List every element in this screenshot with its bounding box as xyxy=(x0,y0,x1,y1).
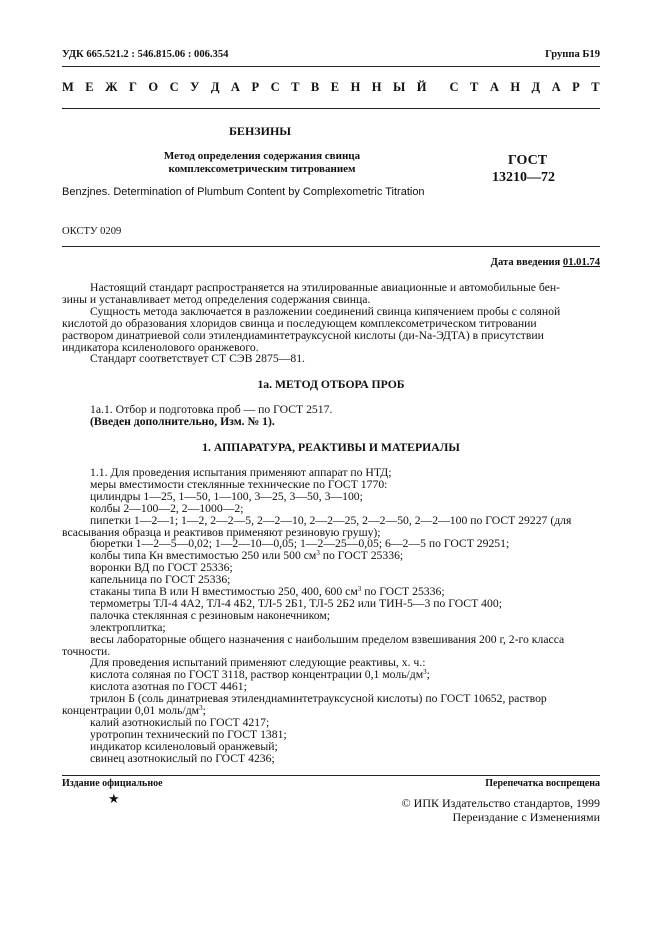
list-item: свинец азотнокислый по ГОСТ 4236; xyxy=(90,751,275,765)
list-item: воронки ВД по ГОСТ 25336; xyxy=(90,561,233,575)
section-1a-note: (Введен дополнительно, Изм. № 1). xyxy=(90,415,275,429)
banner-letter: Ы xyxy=(393,80,406,94)
banner-letter: Т xyxy=(291,80,300,94)
intro-p1-line1: Настоящий стандарт распространяется на этилированные авиационные и автомобильные бен- xyxy=(90,281,561,294)
document-body xyxy=(62,282,600,765)
list-item: индикатор ксиленоловый оранжевый; xyxy=(90,739,278,753)
gost-label: ГОСТ xyxy=(508,153,548,168)
banner-letter: А xyxy=(230,80,240,94)
group-code: Группа Б19 xyxy=(545,49,600,60)
banner-letter: Т xyxy=(591,80,600,94)
list-item-text: по ГОСТ 25336; xyxy=(319,549,404,563)
list-item: 1.1. Для проведения испытания применяют аппарат по НТД; xyxy=(90,465,392,479)
intro-p2-line4: индикатора ксиленолового оранжевого. xyxy=(62,340,259,354)
okstu-code: ОКСТУ 0209 xyxy=(62,226,122,237)
list-item-text: ; xyxy=(202,704,206,718)
banner-rule xyxy=(62,108,600,109)
list-item: палочка стеклянная с резиновым наконечником; xyxy=(90,608,330,622)
copyright: © ИПК Издательство стандартов, 1999 xyxy=(401,796,600,810)
intro-p2-line1: Сущность метода заключается в разложении соединений свинца кипячением пробы с соляной xyxy=(90,304,561,318)
doc-subtitle-line1: Метод определения содержания свинца xyxy=(163,150,361,162)
banner-letter: Р xyxy=(572,80,580,94)
banner-letter: Й xyxy=(416,80,427,94)
intro-date-value: 01.01.74 xyxy=(562,257,600,268)
list-item: бюретки 1—2—5—0,02; 1—2—10—0,05; 1—2—25—0,05; 6—2—5 по ГОСТ 29251; xyxy=(90,537,510,551)
udk-code: УДК 665.521.2 : 546.815.06 : 006.354 xyxy=(62,49,229,60)
banner-letter: Р xyxy=(251,80,260,94)
banner-letter: У xyxy=(190,80,200,94)
banner-letter: Г xyxy=(128,80,137,94)
banner-letter: С xyxy=(449,80,459,94)
list-item: меры вместимости стеклянные технические по ГОСТ 1770: xyxy=(90,477,388,491)
intro-date-label: Дата введения xyxy=(490,257,561,268)
banner-letter: Н xyxy=(510,80,521,94)
intro-p2-line2: кислотой до образования хлоридов свинца и последующем комплексометрическом титровании xyxy=(62,316,537,330)
banner-letter: Т xyxy=(469,80,479,94)
english-title: Benzjnes. Determination of Plumbum Content by Complexometric Titration xyxy=(62,186,425,198)
list-item: всасывания образца и реактивов применяют резиновую грушу); xyxy=(62,525,381,539)
standard-banner xyxy=(62,80,600,95)
section-1a-heading: 1а. МЕТОД ОТБОРА ПРОБ xyxy=(257,378,405,392)
gost-number: 13210—72 xyxy=(492,170,555,185)
list-item: уротропин технический по ГОСТ 1381; xyxy=(90,727,287,741)
list-item: термометры ТЛ-4 4А2, ТЛ-4 4Б2, ТЛ-5 2Б1, ТЛ-5 2Б2 или ТИН-5—3 по ГОСТ 400; xyxy=(90,596,502,610)
banner-letter: С xyxy=(169,80,179,94)
list-item: точности. xyxy=(62,644,111,658)
list-item: кислота азотная по ГОСТ 4461; xyxy=(90,680,247,694)
list-item: цилиндры 1—25, 1—50, 1—100, 3—25, 3—50, 3—100; xyxy=(90,489,363,503)
banner-letter: В xyxy=(310,80,320,94)
intro-date xyxy=(491,257,600,268)
list-item: колбы 2—100—2, 2—1000—2; xyxy=(90,501,244,515)
banner-letter: Д xyxy=(531,80,541,94)
list-item: капельница по ГОСТ 25336; xyxy=(90,573,231,587)
doc-title: БЕНЗИНЫ xyxy=(229,124,292,138)
list-item: трилон Б (соль динатриевая этилендиаминтетрауксусной кислоты) по ГОСТ 10652, раствор xyxy=(90,692,547,706)
banner-letter: С xyxy=(270,80,280,94)
banner-letter: А xyxy=(551,80,561,94)
list-item: пипетки 1—2—1; 1—2, 2—2—5, 2—2—10, 2—2—25, 2—2—50, 2—2—100 по ГОСТ 29227 (для xyxy=(90,513,572,527)
banner-letter: О xyxy=(148,80,159,94)
intro-p3: Стандарт соответствует СТ СЭВ 2875—81. xyxy=(90,352,305,366)
list-item: калий азотнокислый по ГОСТ 4217; xyxy=(90,716,270,729)
banner-letter: Ж xyxy=(105,80,118,94)
section-1a-item: 1а.1. Отбор и подготовка проб — по ГОСТ 2517. xyxy=(90,403,333,417)
list-item-text: стаканы типа В или Н вместимостью 250, 400, 600 см xyxy=(90,585,358,599)
list-item: весы лабораторные общего назначения с наибольшим пределом взвешивания 200 г, 2-го класса xyxy=(90,632,565,646)
doc-subtitle-line2: комплексометрическим титрованием xyxy=(168,163,356,175)
superscript: 3 xyxy=(357,585,362,594)
list-item-text: ; xyxy=(426,668,430,682)
list-item-text: колбы типа Кн вместимостью 250 или 500 см xyxy=(90,549,317,563)
banner-letter: Н xyxy=(350,80,361,94)
banner-letter: А xyxy=(489,80,499,94)
section-1-heading: 1. АППАРАТУРА, РЕАКТИВЫ И МАТЕРИАЛЫ xyxy=(202,441,460,455)
superscript: 3 xyxy=(423,668,427,677)
superscript: 3 xyxy=(316,549,320,558)
list-item-text: концентрации 0,01 моль/дм xyxy=(62,704,200,718)
header-rule xyxy=(62,66,600,67)
banner-letter: Е xyxy=(330,80,340,94)
list-item: электроплитка; xyxy=(90,620,166,634)
okstu-rule xyxy=(62,246,600,247)
reprint-notice: Перепечатка воспрещена xyxy=(485,778,600,789)
list-item-text: кислота соляная по ГОСТ 3118, раствор концентрации 0,1 моль/дм xyxy=(90,668,424,682)
footer-rule xyxy=(62,775,600,776)
list-item: Для проведения испытаний применяют следующие реактивы, х. ч.: xyxy=(90,656,426,670)
banner-letter: М xyxy=(62,80,74,94)
official-edition: Издание официальное xyxy=(62,778,163,789)
intro-p1-line2: зины и устанавливает метод определения содержания свинца. xyxy=(62,292,371,306)
banner-letter: Н xyxy=(371,80,382,94)
banner-letter: Д xyxy=(210,80,220,94)
star-icon: ★ xyxy=(108,791,120,806)
intro-p2-line3: раствором динатриевой соли этилендиаминтетрауксусной кислоты (ди-Na-ЭДТА) в присутствии xyxy=(62,328,544,342)
superscript: 3 xyxy=(199,704,203,713)
list-item-text: по ГОСТ 25336; xyxy=(361,585,445,599)
reissue-note: Переиздание с Изменениями xyxy=(452,810,600,824)
banner-letter: Е xyxy=(85,80,94,94)
